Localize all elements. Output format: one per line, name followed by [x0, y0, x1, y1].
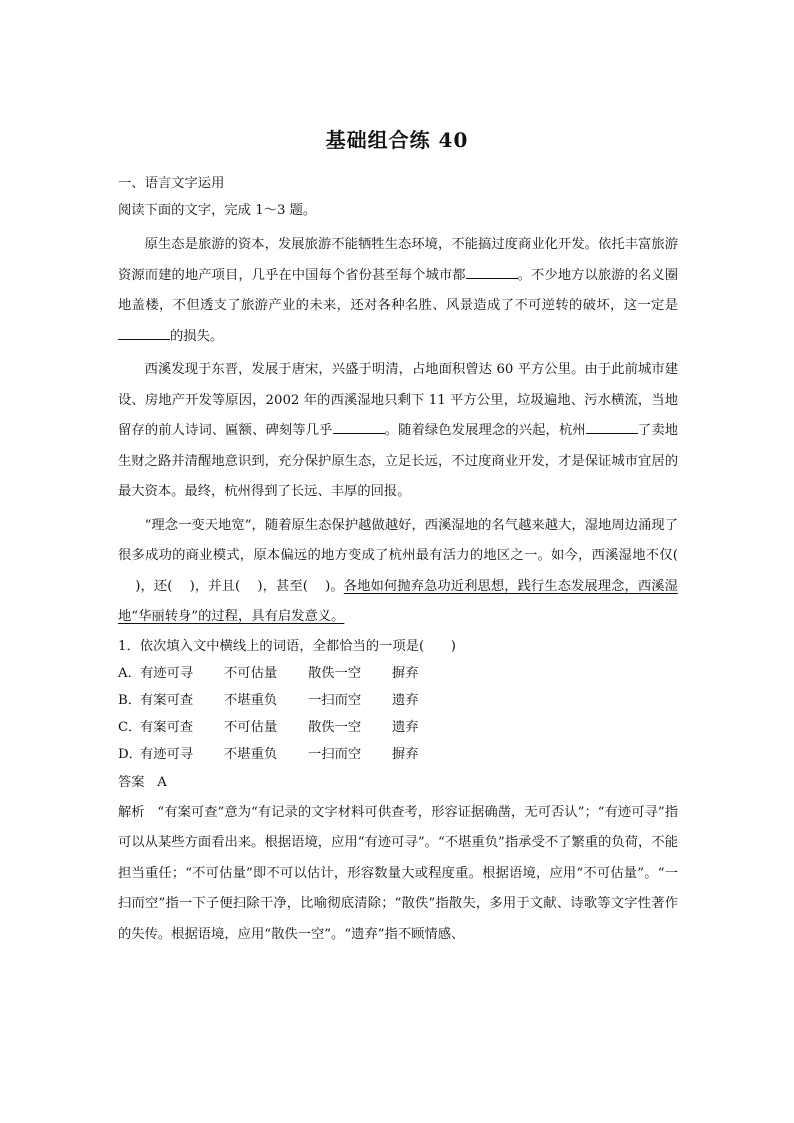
option-word: 散佚一空 — [308, 719, 362, 735]
underlined-sentence: 各地如何抛弃急功近利思想，践行生态发展理念，西溪湿地“华丽转身”的过程，具有启发意义。 — [118, 578, 678, 624]
question-stem: 1．依次填入文中横线上的词语，全都恰当的一项是( ) — [118, 638, 456, 654]
option-word: 遗弃 — [392, 719, 419, 735]
spacer — [145, 805, 158, 820]
document-title: 基础组合练 40 — [325, 128, 469, 152]
paragraph-text: 西溪发现于东晋，发展于唐宋，兴盛于明清，占地面积曾达 60 平方公里。由于此前城市建设、房地产开发等原因，2002 年的西溪湿地只剩下 11 平方公里，垃圾遍地、污水横流，当地留存的前人诗词、匾额、碑刻等几乎 — [118, 362, 678, 438]
option-word: 有案可查 — [140, 719, 194, 735]
passage-paragraph-2 — [118, 355, 678, 508]
paragraph-text: )。 — [325, 578, 344, 594]
option-word: 有案可查 — [140, 692, 194, 708]
paragraph-text: 了卖地生财之路并清醒地意识到，充分保护原生态，立足长远，不过度商业开发，才是保证城市宜居的最大资本。最终，杭州得到了长远、丰厚的回报。 — [118, 423, 679, 499]
option-word: 一扫而空 — [308, 746, 362, 762]
paren-gap — [240, 579, 257, 594]
paragraph-text: )，甚至( — [257, 578, 308, 594]
paren-gap — [118, 579, 135, 594]
option-d — [118, 741, 678, 768]
option-word: 有迹可寻 — [140, 665, 194, 681]
option-word: 不可估量 — [224, 665, 278, 681]
passage-paragraph-3 — [118, 511, 678, 633]
option-word: 遗弃 — [392, 692, 419, 708]
section-heading: 一、语言文字运用 — [118, 176, 225, 191]
option-word: 不堪重负 — [224, 692, 278, 708]
paragraph-text: 。随着绿色发展理念的兴起，杭州 — [384, 423, 586, 438]
option-word: 摒弃 — [392, 746, 419, 762]
spacer — [145, 775, 158, 790]
reading-instruction: 阅读下面的文字，完成 1～3 题。 — [118, 203, 317, 218]
option-label: B． — [118, 692, 142, 708]
fill-blank — [333, 420, 385, 434]
analysis-text: “有案可查”意为“有记录的文字材料可供查考，形容证据确凿，无可否认”；“有迹可寻”指可以从某些方面看出来。根据语境，应用“有迹可寻”。“不堪重负”指承受不了繁重的负荷，不能担当重任；“不可估量”即不可以估计，形容数量大或程度重。根据语境，应用“不可估量”。“一扫而空”指一下子便扫除干净，比喻彻底清除；“散佚”指散失，多用于文献、诗歌等文字性著作的失传。根据语境，应用“散佚一空”。“遗弃”指不顾情感、 — [118, 804, 678, 942]
paren-gap — [308, 579, 325, 594]
answer-value: A — [157, 774, 167, 790]
paragraph-text: 。不少地方以旅游的名义圈地盖楼，不但透支了旅游产业的未来，还对各种名胜、风景造成了不可逆转的破坏，这一定是 — [118, 267, 678, 313]
paragraph-text: )，还( — [135, 578, 173, 594]
option-label: C． — [118, 719, 142, 735]
passage-paragraph-1 — [118, 230, 678, 352]
analysis-block — [118, 798, 678, 951]
fill-blank — [118, 326, 170, 340]
fill-blank — [586, 420, 638, 434]
paragraph-text: “理念一变天地宽”，随着原生态保护越做越好，西溪湿地的名气越来越大，湿地周边涌现了很多成功的商业模式，原本偏远的地方变成了杭州最有活力的地区之一。如今，西溪湿地不仅( — [118, 517, 678, 563]
analysis-label: 解析 — [118, 804, 145, 820]
answer-label: 答案 — [118, 774, 145, 790]
document-body — [118, 170, 678, 950]
option-label: A． — [118, 665, 141, 681]
option-label: D． — [118, 746, 142, 762]
paragraph-text: 的损失。 — [170, 328, 224, 344]
paragraph-text: )，并且( — [189, 578, 241, 594]
option-word: 不可估量 — [224, 719, 278, 735]
fill-blank — [466, 265, 518, 279]
option-c — [118, 714, 678, 741]
option-word: 摒弃 — [392, 665, 419, 681]
option-a — [118, 660, 678, 687]
option-word: 不堪重负 — [224, 746, 278, 762]
option-word: 散佚一空 — [308, 665, 362, 681]
paren-gap — [172, 579, 189, 594]
option-word: 一扫而空 — [308, 692, 362, 708]
option-b — [118, 687, 678, 714]
paragraph-text: 原生态是旅游的资本，发展旅游不能牺牲生态环境，不能搞过度商业化开发。依托丰富旅游资源而建的地产项目，几乎在中国每个省份甚至每个城市都 — [118, 237, 678, 283]
option-word: 有迹可寻 — [140, 746, 194, 762]
answer-line — [118, 768, 678, 798]
